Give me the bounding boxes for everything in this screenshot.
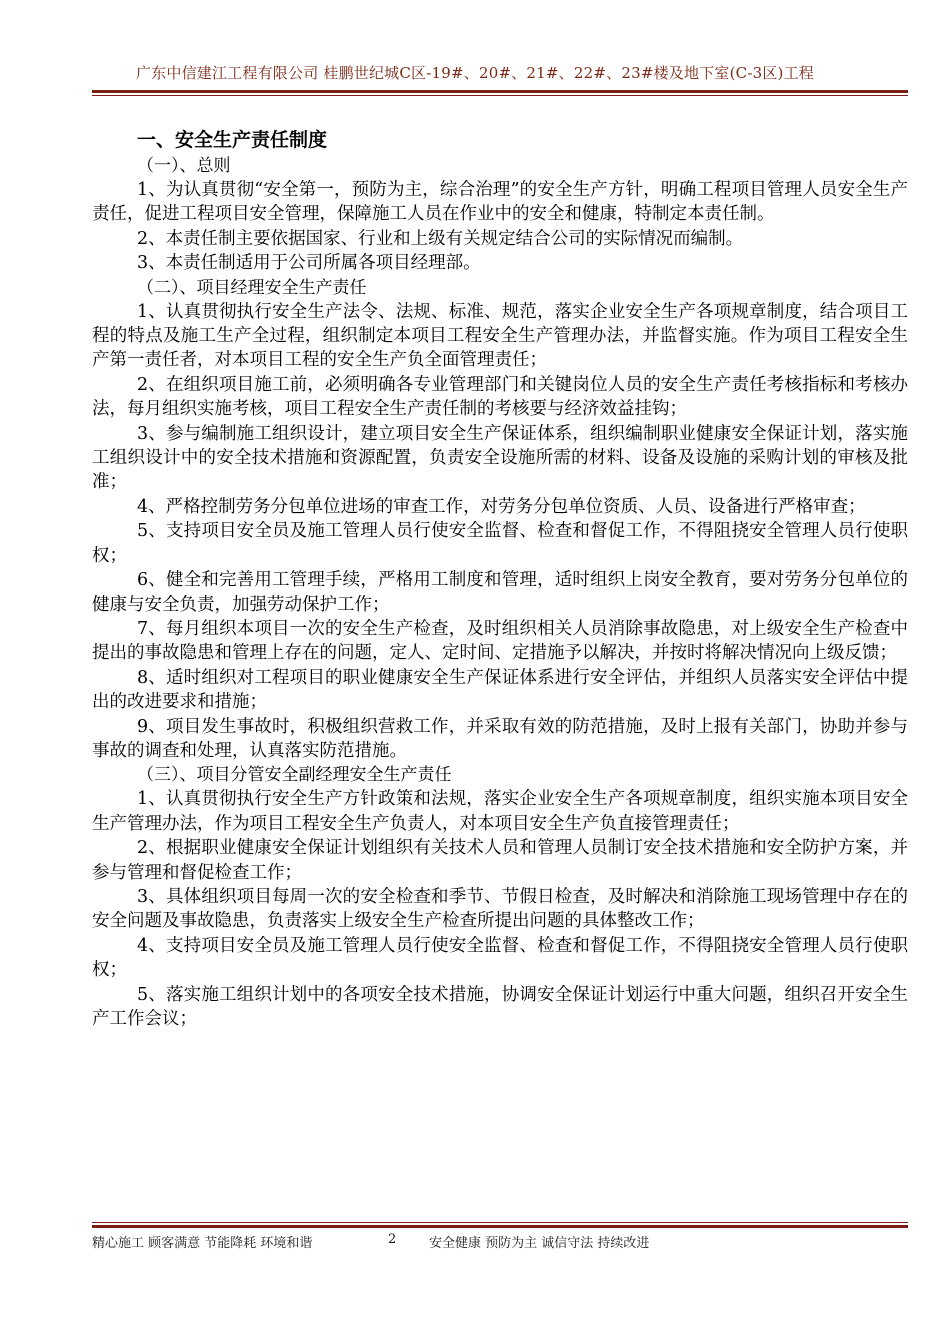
footer-divider-thick [92,1225,908,1228]
footer-slogan-right: 安全健康 预防为主 诚信守法 持续改进 [429,1236,650,1251]
paragraph: 6、健全和完善用工管理手续，严格用工制度和管理，适时组织上岗安全教育，要对劳务分包单位的健康与安全负责，加强劳动保护工作； [92,570,908,615]
paragraph: 8、适时组织对工程项目的职业健康安全生产保证体系进行安全评估，并组织人员落实安全评估中提出的改进要求和措施； [92,667,908,713]
footer-divider-thin [92,1222,908,1223]
paragraph: 5、落实施工组织计划中的各项安全技术措施，协调安全保证计划运行中重大问题，组织召开安全生产工作会议； [92,984,908,1029]
paragraph: 1、认真贯彻执行安全生产法令、法规、标准、规范，落实企业安全生产各项规章制度，结合项目工程的特点及施工生产全过程，组织制定本项目工程安全生产管理办法，并监督实施。作为项目工程安全生产第一责任者，对本项目工程的安全生产负全面管理责任； [92,301,908,371]
section-heading: （三）、项目分管安全副经理安全生产责任 [137,765,452,786]
page-number: 2 [388,1232,397,1247]
page-header: 广东中信建江工程有限公司 桂鹏世纪城C区-19#、20#、21#、22#、23#楼及地下室(C-3区)工程 [136,64,814,82]
paragraph: 3、参与编制施工组织设计，建立项目安全生产保证体系，组织编制职业健康安全保证计划，落实施工组织设计中的安全技术措施和资源配置，负责安全设施所需的材料、设备及设施的采购计划的审核及批准； [92,423,908,493]
section-heading: （一）、总则 [137,156,231,176]
section-heading: （二）、项目经理安全生产责任 [137,277,367,298]
document-body [92,126,908,1031]
paragraph: 9、项目发生事故时，积极组织营救工作，并采取有效的防范措施，及时上报有关部门，协助并参与事故的调查和处理，认真落实防范措施。 [92,716,908,761]
paragraph: 4、支持项目安全员及施工管理人员行使安全监督、检查和督促工作，不得阻挠安全管理人员行使职权； [92,935,908,981]
paragraph: 2、本责任制主要依据国家、行业和上级有关规定结合公司的实际情况而编制。 [137,228,744,249]
paragraph: 7、每月组织本项目一次的安全生产检查，及时组织相关人员消除事故隐患，对上级安全生产检查中提出的事故隐患和管理上存在的问题，定人、定时间、定措施予以解决，并按时将解决情况向上级反馈； [92,618,908,664]
paragraph: 1、认真贯彻执行安全生产方针政策和法规，落实企业安全生产各项规章制度，组织实施本项目安全生产管理办法，作为项目工程安全生产负责人，对本项目安全生产负直接管理责任； [92,789,908,834]
header-divider-thin [92,95,908,96]
paragraph: 1、为认真贯彻“安全第一，预防为主，综合治理”的安全生产方针，明确工程项目管理人员安全生产责任，促进工程项目安全管理，保障施工人员在作业中的安全和健康，特制定本责任制。 [92,180,908,225]
paragraph: 5、支持项目安全员及施工管理人员行使安全监督、检查和督促工作，不得阻挠安全管理人员行使职权； [92,521,908,566]
paragraph: 3、具体组织项目每周一次的安全检查和季节、节假日检查，及时解决和消除施工现场管理中存在的安全问题及事故隐患，负责落实上级安全生产检查所提出问题的具体整改工作； [92,886,908,932]
document-title: 一、安全生产责任制度 [137,129,328,151]
paragraph: 3、本责任制适用于公司所属各项目经理部。 [137,253,481,274]
paragraph: 2、在组织项目施工前，必须明确各专业管理部门和关键岗位人员的安全生产责任考核指标和考核办法，每月组织实施考核，项目工程安全生产责任制的考核要与经济效益挂钩； [92,374,908,420]
paragraph: 2、根据职业健康安全保证计划组织有关技术人员和管理人员制订安全技术措施和安全防护方案，并参与管理和督促检查工作； [92,838,908,883]
header-divider-thick [92,90,908,93]
footer-slogan-left: 精心施工 顾客满意 节能降耗 环境和谐 [92,1236,313,1251]
paragraph: 4、严格控制劳务分包单位进场的审查工作，对劳务分包单位资质、人员、设备进行严格审查； [137,496,866,517]
